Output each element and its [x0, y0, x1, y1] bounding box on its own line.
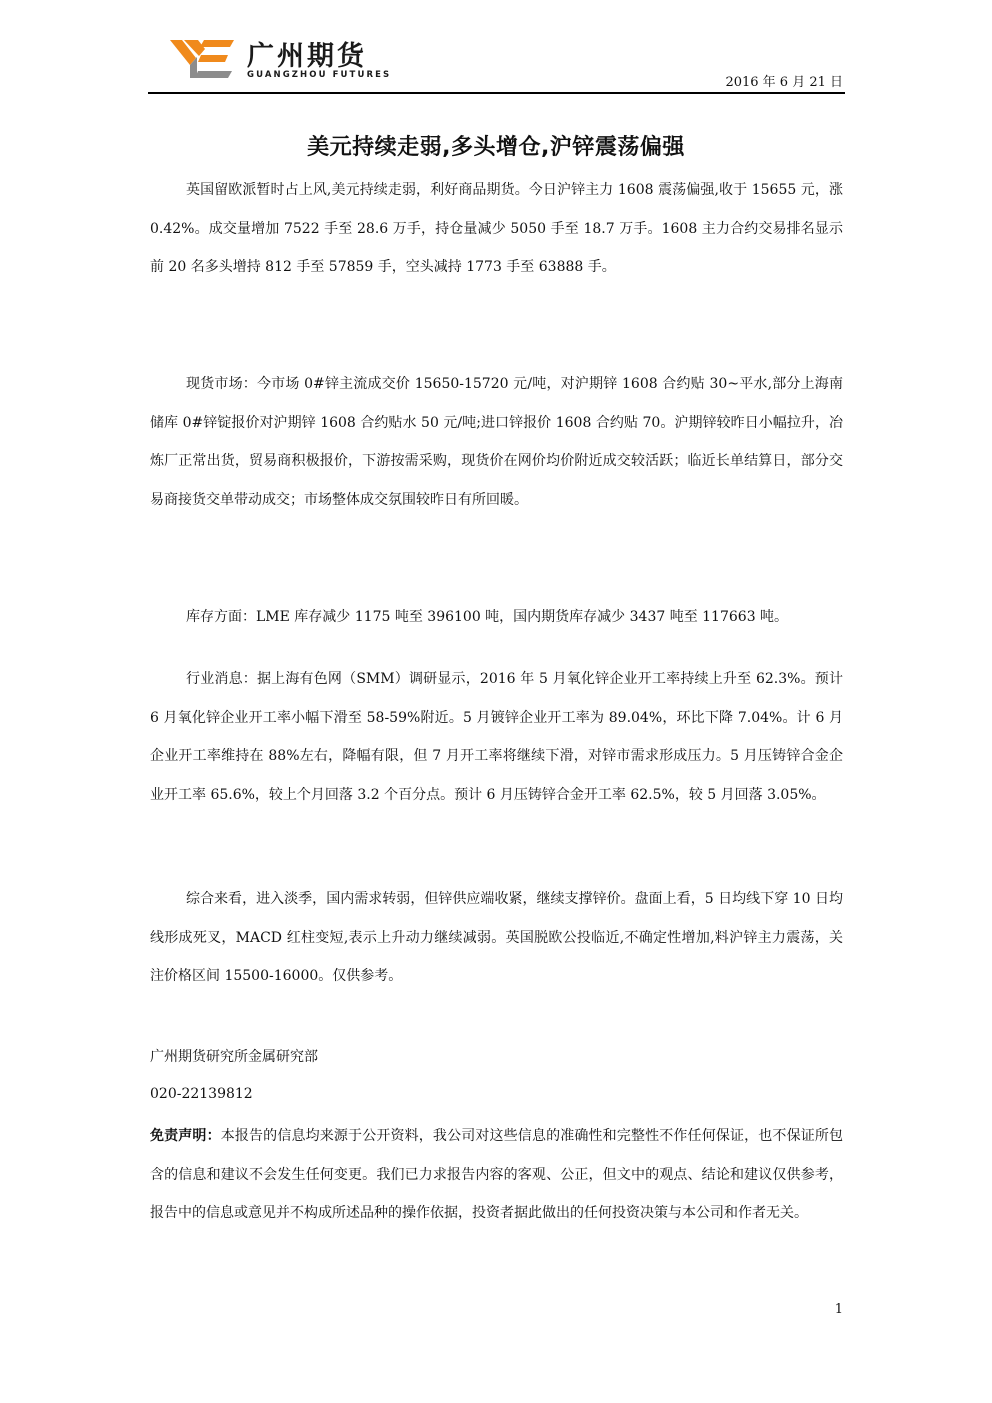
- paragraph-spot-market: 现货市场：今市场 0#锌主流成交价 15650-15720 元/吨，对沪期锌 1608 合约贴 30~平水,部分上海南储库 0#锌锭报价对沪期锌 1608 合约贴水 50 元/吨;进口锌报价 1608 合约贴 70。沪期锌较昨日小幅拉升，冶炼厂正常出货，贸易商积极报价，下游按需采购，现货价在网价均价附近成交较活跃；临近长单结算日，部分交易商接货交单带动成交；市场整体成交氛围较昨日有所回暖。: [150, 376, 843, 508]
- header-divider: [148, 92, 845, 94]
- page-number: 1: [834, 1302, 843, 1317]
- brand-name-cn: 广州期货: [247, 41, 367, 72]
- guangzhou-futures-logo: [170, 38, 236, 80]
- department-name: 广州期货研究所金属研究部: [150, 1049, 318, 1065]
- paragraph-inventory: 库存方面：LME 库存减少 1175 吨至 396100 吨，国内期货库存减少 3437 吨至 117663 吨。: [186, 609, 789, 625]
- paragraph-industry-news: 行业消息：据上海有色网（SMM）调研显示，2016 年 5 月氧化锌企业开工率持续上升至 62.3%。预计 6 月氧化锌企业开工率小幅下滑至 58-59%附近。5 月镀锌企业开工率为 89.04%，环比下降 7.04%。计 6 月企业开工率维持在 88%左右，降幅有限，但 7 月开工率将继续下滑，对锌市需求形成压力。5 月压铸锌合金企业开工率 65.6%，较上个月回落 3.2 个百分点。预计 6 月压铸锌合金开工率 62.5%，较 5 月回落 3.05%。: [150, 671, 843, 803]
- paragraph-outlook: 综合来看，进入淡季，国内需求转弱，但锌供应端收紧，继续支撑锌价。盘面上看，5 日均线下穿 10 日均线形成死叉，MACD 红柱变短,表示上升动力继续减弱。英国脱欧公投临近,不确定性增加,料沪锌主力震荡，关注价格区间 15500-16000。仅供参考。: [150, 891, 843, 984]
- report-date: 2016 年 6 月 21 日: [725, 75, 843, 90]
- disclaimer-text: 本报告的信息均来源于公开资料，我公司对这些信息的准确性和完整性不作任何保证，也不保证所包含的信息和建议不会发生任何变更。我们已力求报告内容的客观、公正，但文中的观点、结论和建议仅供参考，报告中的信息或意见并不构成所述品种的操作依据，投资者据此做出的任何投资决策与本公司和作者无关。: [150, 1128, 844, 1221]
- disclaimer-label: 免责声明：: [150, 1128, 221, 1144]
- report-title: 美元持续走弱,多头增仓,沪锌震荡偏强: [307, 135, 685, 160]
- contact-phone: 020-22139812: [150, 1086, 253, 1102]
- paragraph-market-summary: 英国留欧派暂时占上风,美元持续走弱，利好商品期货。今日沪锌主力 1608 震荡偏强,收于 15655 元，涨 0.42%。成交量增加 7522 手至 28.6 万手，持仓量减少 5050 手至 18.7 万手。1608 主力合约交易排名显示前 20 名多头增持 812 手至 57859 手，空头减持 1773 手至 63888 手。: [150, 182, 843, 275]
- disclaimer: [150, 1117, 843, 1233]
- brand-name-en: GUANGZHOU FUTURES: [247, 70, 392, 80]
- page-header: [148, 28, 845, 94]
